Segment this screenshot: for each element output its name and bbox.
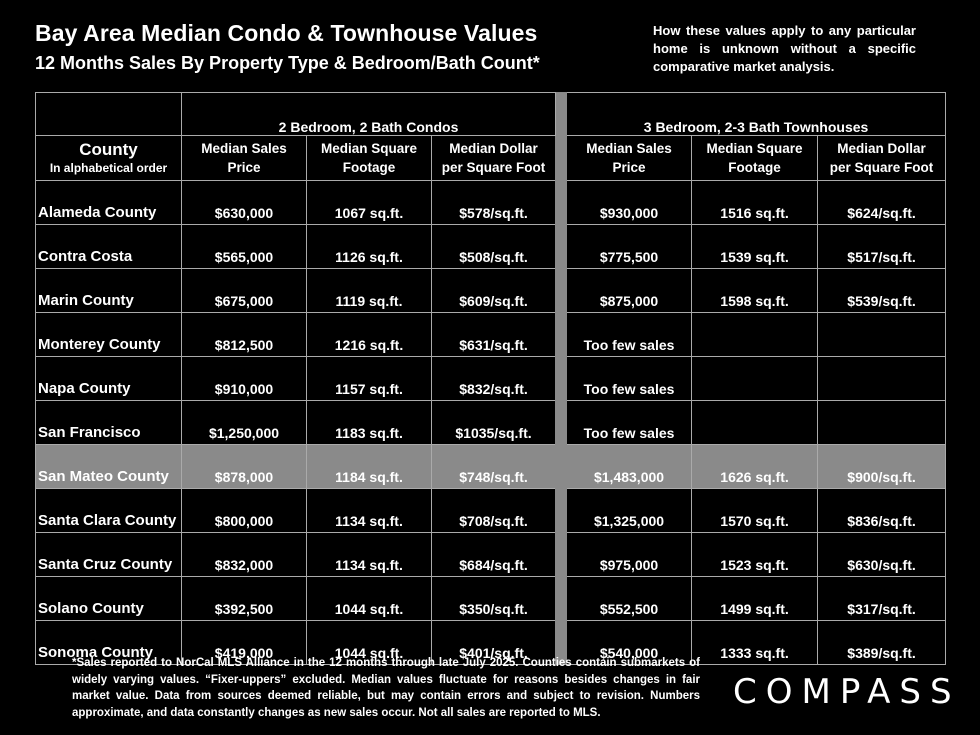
group-header-townhouses: 3 Bedroom, 2-3 Bath Townhouses [567,93,946,136]
value-cell-t-sqft: 1333 sq.ft. [692,621,818,665]
header-condo-sqft: Median Square Footage [307,136,432,181]
value-cell-c-price: $419,000 [182,621,307,665]
value-cell-t-price: Too few sales [567,313,692,357]
value-cell-c-sqft: 1044 sq.ft. [307,577,432,621]
table-row [36,489,946,533]
value-cell-t-sqft: 1598 sq.ft. [692,269,818,313]
value-cell-t-price: $552,500 [567,577,692,621]
value-cell-c-sqft: 1157 sq.ft. [307,357,432,401]
page-title: Bay Area Median Condo & Townhouse Values [35,20,538,46]
value-cell-t-sqft: 1516 sq.ft. [692,181,818,225]
column-separator [556,93,567,665]
value-cell-c-sqft: 1134 sq.ft. [307,533,432,577]
value-cell-t-price: Too few sales [567,357,692,401]
value-cell-c-sqft: 1183 sq.ft. [307,401,432,445]
value-cell-t-price: $875,000 [567,269,692,313]
value-cell-c-ppsf: $350/sq.ft. [432,577,556,621]
value-cell-t-sqft: 1626 sq.ft. [692,445,818,489]
value-cell-c-price: $675,000 [182,269,307,313]
county-header-label: County [79,140,138,159]
value-cell-c-price: $1,250,000 [182,401,307,445]
county-name-cell: Alameda County [36,181,182,225]
value-cell-t-ppsf: $630/sq.ft. [818,533,946,577]
value-cell-t-ppsf: $517/sq.ft. [818,225,946,269]
table-row [36,269,946,313]
value-cell-t-ppsf: $539/sq.ft. [818,269,946,313]
header-condo-price: Median Sales Price [182,136,307,181]
header-townhouse-sqft: Median Square Footage [692,136,818,181]
value-cell-c-price: $630,000 [182,181,307,225]
county-name-cell: San Mateo County [36,445,182,489]
values-table [35,92,946,665]
table-row [36,577,946,621]
value-cell-t-sqft [692,357,818,401]
value-cell-c-ppsf: $609/sq.ft. [432,269,556,313]
value-cell-t-price: $1,483,000 [567,445,692,489]
value-cell-c-sqft: 1119 sq.ft. [307,269,432,313]
page-subtitle: 12 Months Sales By Property Type & Bedroom/Bath Count* [35,53,540,73]
value-cell-c-price: $832,000 [182,533,307,577]
value-cell-c-price: $878,000 [182,445,307,489]
county-name-cell: Santa Cruz County [36,533,182,577]
county-name-cell: Marin County [36,269,182,313]
header-townhouse-ppsf: Median Dollar per Square Foot [818,136,946,181]
value-cell-c-price: $910,000 [182,357,307,401]
value-cell-t-price: $1,325,000 [567,489,692,533]
value-cell-c-ppsf: $1035/sq.ft. [432,401,556,445]
table-row [36,533,946,577]
header-condo-ppsf: Median Dollar per Square Foot [432,136,556,181]
county-name-cell: Monterey County [36,313,182,357]
value-cell-t-sqft: 1499 sq.ft. [692,577,818,621]
table-row [36,181,946,225]
value-cell-t-ppsf [818,313,946,357]
county-name-cell: Sonoma County [36,621,182,665]
value-cell-c-price: $392,500 [182,577,307,621]
value-cell-c-ppsf: $401/sq.ft. [432,621,556,665]
value-cell-t-sqft: 1539 sq.ft. [692,225,818,269]
value-cell-c-ppsf: $631/sq.ft. [432,313,556,357]
county-name-cell: San Francisco [36,401,182,445]
value-cell-c-ppsf: $748/sq.ft. [432,445,556,489]
value-cell-t-ppsf: $317/sq.ft. [818,577,946,621]
table-row [36,401,946,445]
table-row [36,357,946,401]
blank-corner-cell [36,93,182,136]
value-cell-c-sqft: 1134 sq.ft. [307,489,432,533]
compass-logo: COMPASS [733,672,961,712]
county-name-cell: Contra Costa [36,225,182,269]
value-cell-t-sqft [692,313,818,357]
value-cell-t-sqft [692,401,818,445]
disclaimer-note: How these values apply to any particular home is unknown without a specific comparative market analysis. [653,23,916,74]
value-cell-t-ppsf: $836/sq.ft. [818,489,946,533]
county-header [36,136,182,181]
value-cell-t-sqft: 1523 sq.ft. [692,533,818,577]
value-cell-c-price: $800,000 [182,489,307,533]
table-row [36,445,946,489]
value-cell-t-ppsf: $389/sq.ft. [818,621,946,665]
value-cell-t-price: $930,000 [567,181,692,225]
value-cell-c-sqft: 1126 sq.ft. [307,225,432,269]
county-name-cell: Solano County [36,577,182,621]
value-cell-t-price: Too few sales [567,401,692,445]
table-row [36,225,946,269]
value-cell-c-sqft: 1184 sq.ft. [307,445,432,489]
value-cell-c-ppsf: $832/sq.ft. [432,357,556,401]
value-cell-c-ppsf: $684/sq.ft. [432,533,556,577]
value-cell-t-ppsf [818,401,946,445]
value-cell-t-price: $540,000 [567,621,692,665]
value-cell-c-price: $565,000 [182,225,307,269]
value-cell-c-sqft: 1067 sq.ft. [307,181,432,225]
value-cell-c-ppsf: $708/sq.ft. [432,489,556,533]
value-cell-c-sqft: 1216 sq.ft. [307,313,432,357]
value-cell-c-price: $812,500 [182,313,307,357]
value-cell-t-price: $775,500 [567,225,692,269]
group-header-row [36,93,946,136]
value-cell-t-ppsf [818,357,946,401]
county-name-cell: Santa Clara County [36,489,182,533]
group-header-condos: 2 Bedroom, 2 Bath Condos [182,93,556,136]
value-cell-c-ppsf: $578/sq.ft. [432,181,556,225]
footnote: *Sales reported to NorCal MLS Alliance in the 12 months through late July 2025. Counties contain submarkets of widely varying values. “Fixer-uppers” excluded. Median values fluctuate for reasons besides changes in fair market value. Data from sources deemed reliable, but may contain errors and subject to revision. Numbers approximate, and data constantly changes as new sales occur. Not all sales are reported to MLS. [72,657,700,719]
value-cell-c-sqft: 1044 sq.ft. [307,621,432,665]
value-cell-t-ppsf: $624/sq.ft. [818,181,946,225]
county-name-cell: Napa County [36,357,182,401]
table-row [36,313,946,357]
value-cell-t-sqft: 1570 sq.ft. [692,489,818,533]
column-header-row [36,136,946,181]
county-header-sublabel: In alphabetical order [49,161,168,175]
value-cell-t-ppsf: $900/sq.ft. [818,445,946,489]
header-townhouse-price: Median Sales Price [567,136,692,181]
value-cell-c-ppsf: $508/sq.ft. [432,225,556,269]
value-cell-t-price: $975,000 [567,533,692,577]
